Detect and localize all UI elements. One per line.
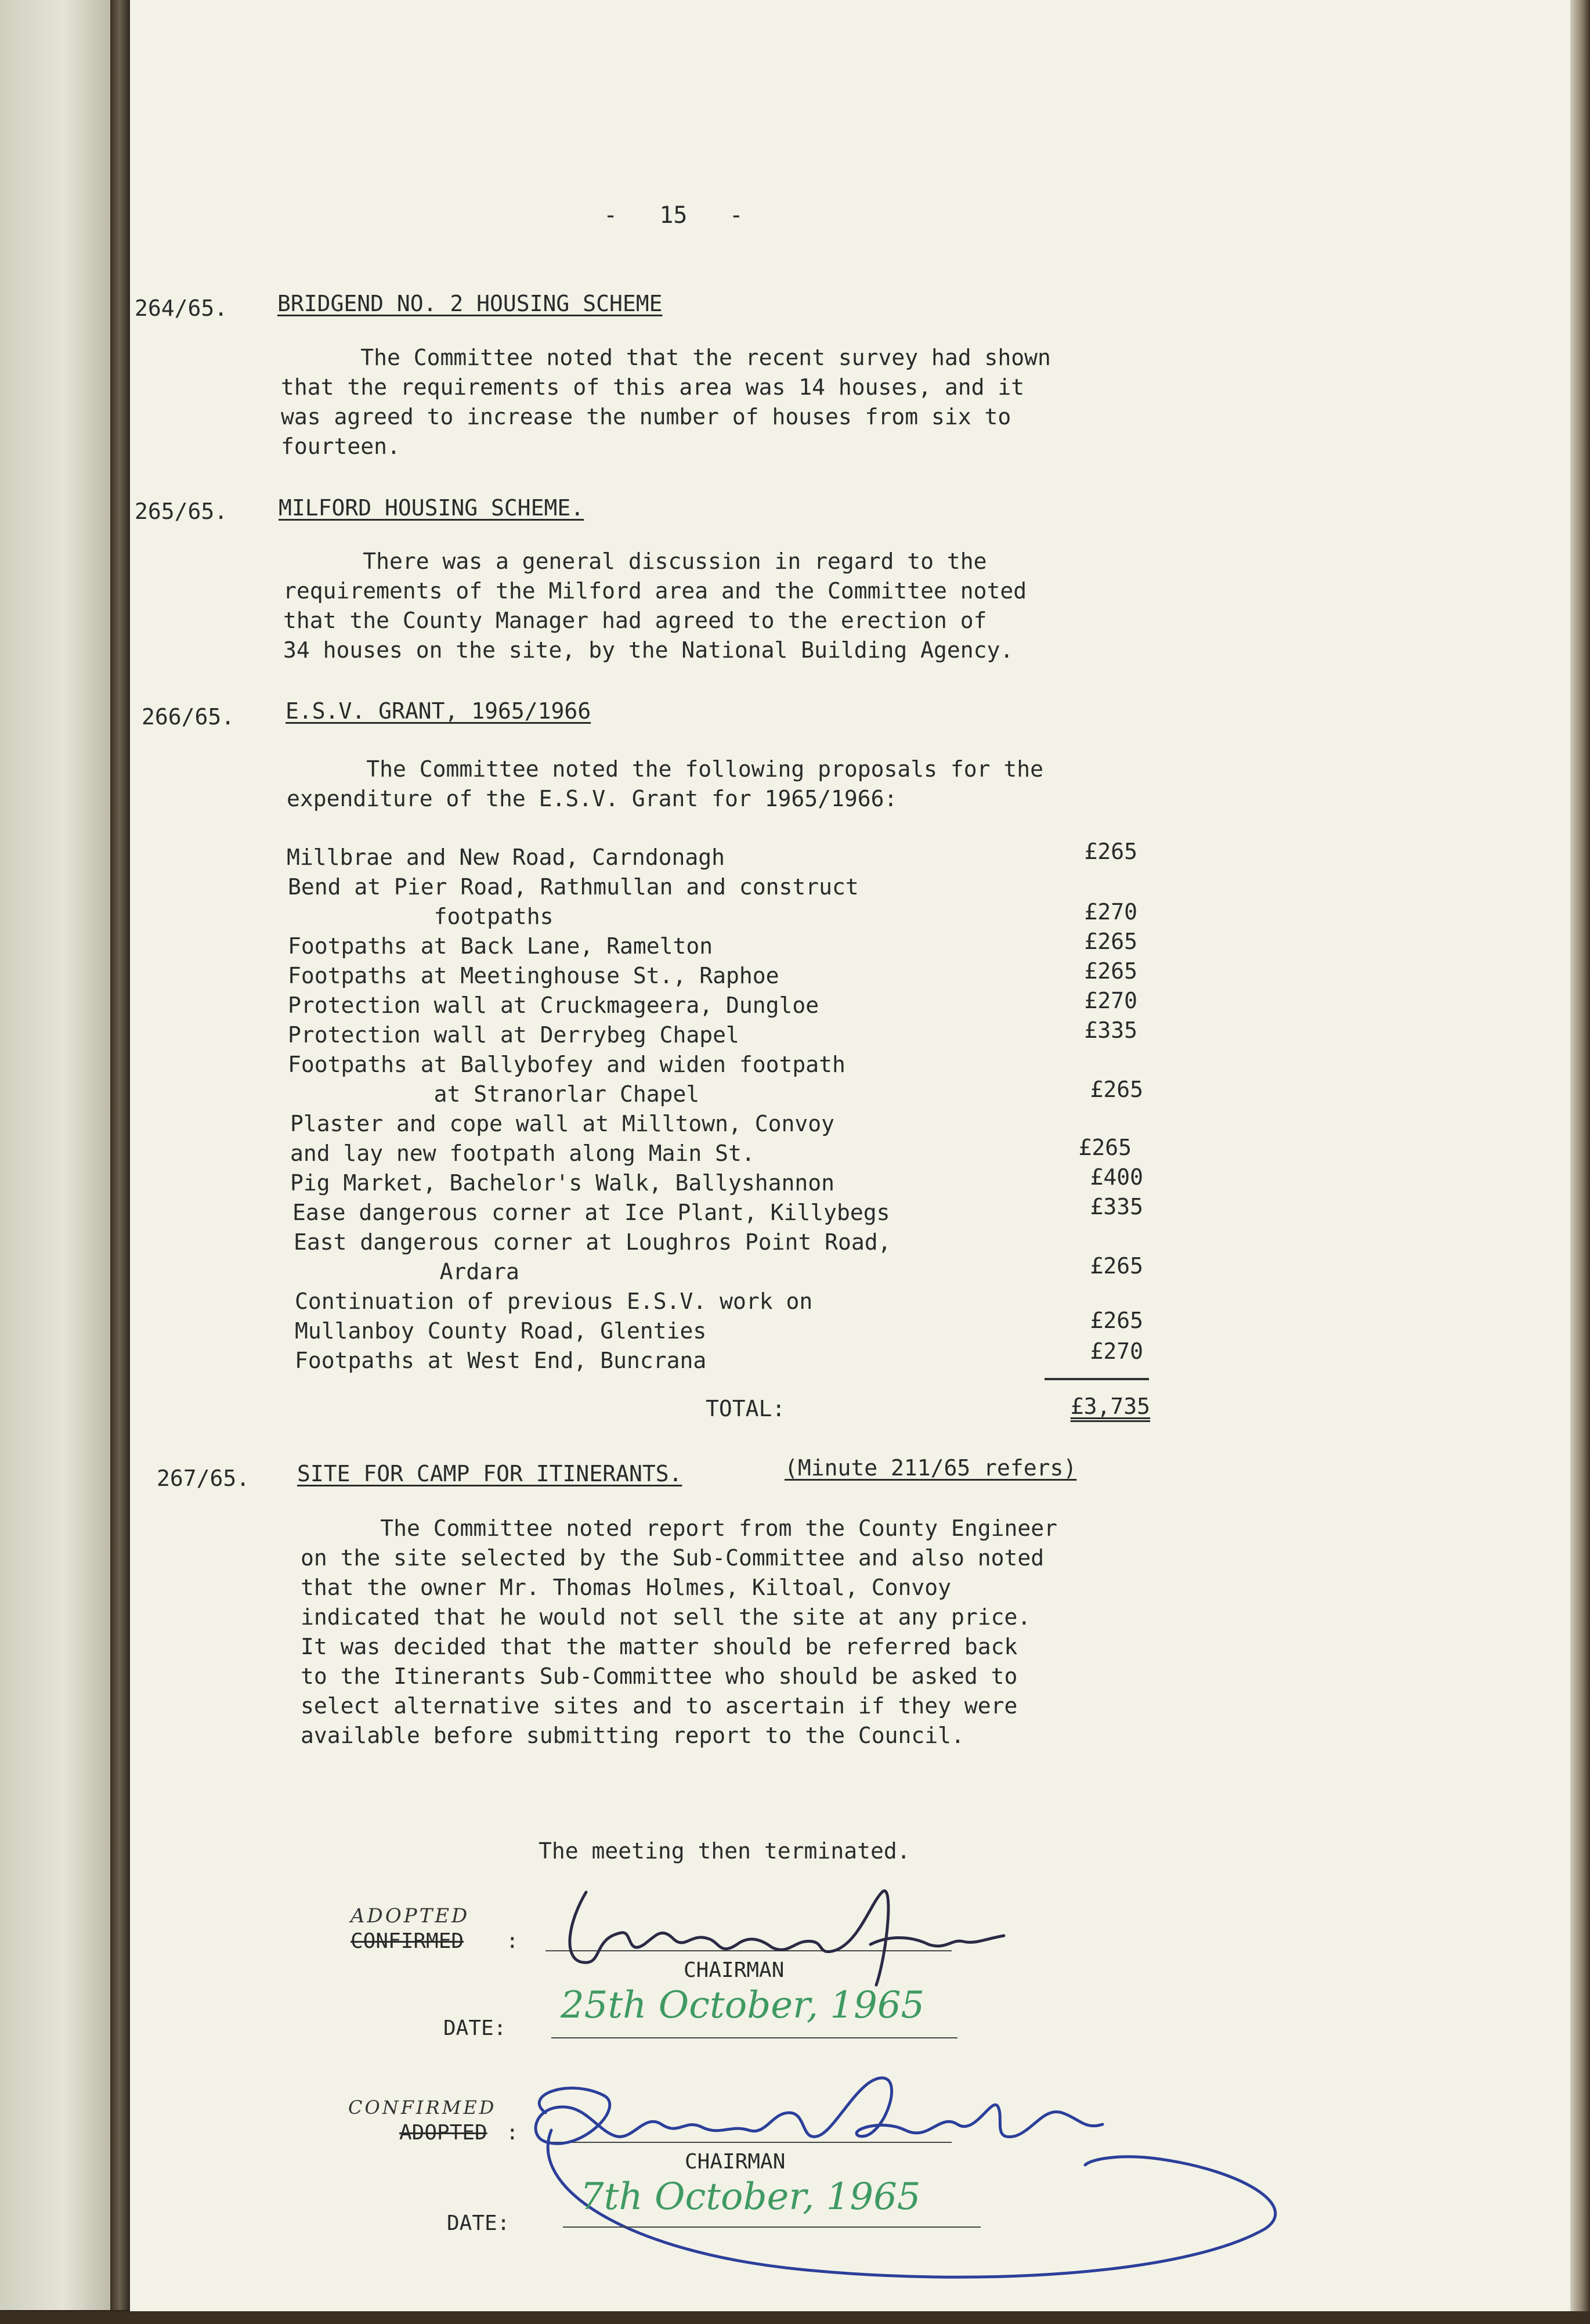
previous-page-edge <box>0 0 116 2310</box>
grant-item: Pig Market, Bachelor's Walk, Ballyshannon <box>290 1170 834 1196</box>
grant-item: Ease dangerous corner at Ice Plant, Killybegs <box>292 1200 890 1225</box>
paragraph-line: available before submitting report to the Council. <box>301 1723 964 1748</box>
date-label: DATE: <box>447 2211 510 2235</box>
grant-amount: £265 <box>1090 1308 1143 1333</box>
minute-number: 266/65. <box>142 704 235 730</box>
grant-item: Footpaths at Ballybofey and widen footpath <box>288 1052 845 1077</box>
total-rule <box>1045 1378 1149 1380</box>
paragraph-line: 34 houses on the site, by the National Building Agency. <box>283 637 1014 663</box>
grant-item: Bend at Pier Road, Rathmullan and construct <box>288 874 859 900</box>
grant-item: at Stranorlar Chapel <box>288 1081 700 1107</box>
paragraph-line: The Committee noted report from the County Engineer <box>301 1515 1058 1541</box>
paragraph-line: to the Itinerants Sub-Committee who should be asked to <box>301 1663 1018 1689</box>
date-label: DATE: <box>443 2016 507 2040</box>
role-label: CHAIRMAN <box>685 2150 786 2174</box>
minute-number: 264/65. <box>135 295 228 321</box>
closing-line: The meeting then terminated. <box>539 1838 910 1864</box>
grant-item: Millbrae and New Road, Carndonagh <box>287 845 725 870</box>
handwritten-label: CONFIRMED <box>348 2096 497 2119</box>
grant-item: Ardara <box>294 1259 519 1284</box>
grant-amount: £265 <box>1078 1135 1132 1160</box>
grant-item: Continuation of previous E.S.V. work on <box>295 1289 813 1314</box>
minute-heading: SITE FOR CAMP FOR ITINERANTS. <box>297 1461 682 1486</box>
grant-amount: £270 <box>1084 988 1137 1013</box>
paragraph-line: It was decided that the matter should be referred back <box>301 1634 1018 1659</box>
grant-amount: £265 <box>1090 1253 1143 1279</box>
paragraph-line: that the County Manager had agreed to the erection of <box>283 608 987 633</box>
handwritten-date: 7th October, 1965 <box>580 2175 921 2218</box>
grant-amount: £265 <box>1084 958 1137 984</box>
paragraph-line: that the owner Mr. Thomas Holmes, Kiltoal, Convoy <box>301 1575 952 1600</box>
grant-amount: £265 <box>1090 1077 1143 1102</box>
minute-heading: MILFORD HOUSING SCHEME. <box>279 495 584 521</box>
role-label: CHAIRMAN <box>684 1958 785 1982</box>
chairman-signature <box>545 1869 1056 1997</box>
paragraph-line: was agreed to increase the number of houses from six to <box>281 404 1011 430</box>
grant-amount: £265 <box>1084 839 1137 864</box>
paragraph-line: requirements of the Milford area and the Committee noted <box>283 578 1027 604</box>
struck-label: ADOPTED <box>399 2121 487 2145</box>
total-amount: £3,735 <box>1070 1394 1150 1419</box>
struck-label: CONFIRMED <box>350 1929 464 1953</box>
label-colon: : <box>506 1929 519 1953</box>
grant-item: Protection wall at Cruckmageera, Dungloe <box>288 993 819 1018</box>
paragraph-line: fourteen. <box>281 434 400 459</box>
paragraph-line: on the site selected by the Sub-Committee and also noted <box>301 1545 1045 1571</box>
grant-amount: £265 <box>1084 929 1137 954</box>
grant-amount: £335 <box>1084 1017 1137 1043</box>
handwritten-label: ADOPTED <box>350 1904 470 1928</box>
grant-item: Protection wall at Derrybeg Chapel <box>288 1022 739 1048</box>
minute-heading: E.S.V. GRANT, 1965/1966 <box>286 698 591 724</box>
total-label: TOTAL: <box>706 1396 786 1421</box>
handwritten-date: 25th October, 1965 <box>561 1984 925 2027</box>
minute-reference: (Minute 211/65 refers) <box>785 1455 1077 1481</box>
date-line <box>563 2226 981 2228</box>
grant-amount: £335 <box>1090 1194 1143 1219</box>
paragraph-line: indicated that he would not sell the site at any price. <box>301 1604 1031 1630</box>
label-colon: : <box>506 2121 519 2145</box>
grant-item: and lay new footpath along Main St. <box>290 1141 755 1166</box>
page-edge <box>1570 0 1590 2311</box>
paragraph-line: There was a general discussion in regard to the <box>283 548 987 574</box>
grant-amount: £270 <box>1084 899 1137 925</box>
minute-number: 265/65. <box>135 499 228 524</box>
paragraph-line: that the requirements of this area was 14 houses, and it <box>281 374 1025 400</box>
grant-item: Mullanboy County Road, Glenties <box>295 1318 707 1344</box>
grant-item: Footpaths at West End, Buncrana <box>295 1348 707 1373</box>
minute-heading: BRIDGEND NO. 2 HOUSING SCHEME <box>277 291 663 316</box>
grant-amount: £270 <box>1090 1338 1143 1364</box>
book-gutter <box>110 0 131 2310</box>
page-number: - 15 - <box>604 202 743 229</box>
grant-item: footpaths <box>288 904 554 929</box>
grant-item: East dangerous corner at Loughros Point Road, <box>294 1229 891 1255</box>
grant-item: Footpaths at Meetinghouse St., Raphoe <box>288 963 779 988</box>
date-line <box>551 2037 957 2038</box>
paragraph-line: select alternative sites and to ascertain if they were <box>301 1693 1018 1719</box>
paragraph-line: The Committee noted that the recent survey had shown <box>281 345 1051 370</box>
paragraph-line: expenditure of the E.S.V. Grant for 1965/1966: <box>287 786 898 811</box>
grant-item: Footpaths at Back Lane, Ramelton <box>288 933 713 959</box>
grant-item: Plaster and cope wall at Milltown, Convoy <box>290 1111 834 1136</box>
minute-number: 267/65. <box>157 1466 250 1491</box>
paragraph-line: The Committee noted the following proposals for the <box>287 756 1044 782</box>
grant-amount: £400 <box>1090 1164 1143 1190</box>
